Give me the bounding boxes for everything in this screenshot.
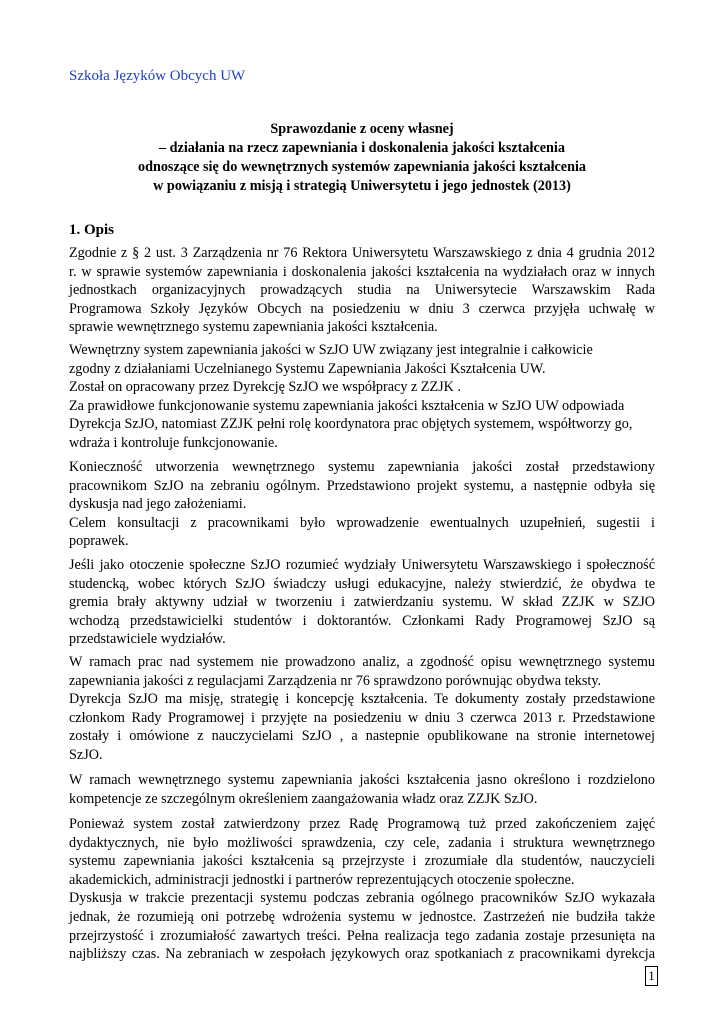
title-line: w powiązaniu z misją i strategią Uniwersytetu i jego jednostek (2013) xyxy=(153,178,571,194)
text-line: zgodny z działaniami Uczelnianego Systemu Zapewniania Jakości Kształcenia UW. xyxy=(69,360,546,377)
text-line: sprawie wewnętrznego systemu zapewniania jakości kształcenia. xyxy=(69,319,438,336)
text-line: najbliższy czas. Na zebraniach w zespołach językowych oraz spotkaniach z pracownikami dyrekcja xyxy=(69,946,655,963)
text-line: Został on opracowany przez Dyrekcję SzJO we współpracy z ZZJK . xyxy=(69,379,461,396)
text-line: studencką, wobec których SzJO świadczy usługi edukacyjne, należy stwierdzić, że obydwa te xyxy=(69,575,655,592)
text-line: wdraża i kontroluje funkcjonowanie. xyxy=(69,434,278,451)
text-line: dyskusja nad jego założeniami. xyxy=(69,496,247,513)
text-line: poprawek. xyxy=(69,533,129,550)
text-line: Dyrekcja SzJO, natomiast ZZJK pełni rolę koordynatora prac objętych systemem, współtworzy go, xyxy=(69,416,633,433)
title-line: Sprawozdanie z oceny własnej xyxy=(270,121,454,137)
text-line: kompetencje ze szczególnym określeniem zaangażowania władz oraz ZZJK SzJO. xyxy=(69,790,538,807)
text-line: systemu zapewniania jakości kształcenia są przejrzyste i zrozumiałe dla studentów, nauczycieli xyxy=(69,853,655,870)
paragraph-5 xyxy=(69,653,655,765)
section-heading: 1. Opis xyxy=(69,222,115,238)
text-line: jednak, że rozumieją oni potrzebę wdrożenia systemu w jednostce. Zastrzeżeń nie budziła także xyxy=(69,908,655,925)
text-line: Celem konsultacji z pracownikami było wprowadzenie ewentualnych uzupełnień, sugestii i xyxy=(69,514,655,531)
title-line: – działania na rzecz zapewniania i doskonalenia jakości kształcenia xyxy=(159,140,565,156)
text-line: Dyskusja w trakcie prezentacji systemu podczas zebrania ogólnego pracowników SzJO wykazała xyxy=(69,890,655,907)
paragraph-6 xyxy=(69,771,655,808)
paragraph-1 xyxy=(69,244,655,337)
text-line: Programowa Szkoły Języków Obcych na posiedzeniu w dniu 3 czerwca przyjęła uchwałę w xyxy=(69,300,655,317)
text-line: W ramach wewnętrznego systemu zapewniania jakości kształcenia jasno określono i rozdzielono xyxy=(69,772,655,788)
report-title xyxy=(60,120,664,196)
text-line: członkom Rady Programowej i przyjęte na posiedzeniu w dniu 3 czerwca 2013 r. Przedstawione xyxy=(69,709,655,726)
text-line: jednostkach organizacyjnych prowadzących studia na Uniwersytecie Warszawskim Rada xyxy=(69,282,655,299)
text-line: akademickich, administracji jednostki i partnerów reprezentujących otoczenie społeczne. xyxy=(69,871,575,888)
text-line: Jeśli jako otoczenie społeczne SzJO rozumieć wydziały Uniwersytetu Warszawskiego i społeczność xyxy=(69,557,655,573)
text-line: wchodzą przedstawicielki studentów i doktorantów. Członkami Rady Programowej SzJO są xyxy=(69,612,655,629)
text-line: SzJO. xyxy=(69,746,103,763)
text-line: Konieczność utworzenia wewnętrznego systemu zapewniania jakości został przedstawiony xyxy=(69,459,655,475)
text-line: gremia brały aktywny udział w tworzeniu i zatwierdzaniu systemu. W skład ZZJK w SZJO xyxy=(69,594,655,611)
text-line: Zgodnie z § 2 ust. 3 Zarządzenia nr 76 Rektora Uniwersytetu Warszawskiego z dnia 4 grudnia 2012 xyxy=(69,245,655,261)
header-organization-name: Szkoła Języków Obcych UW xyxy=(69,68,246,84)
text-line: przedstawiciele wydziałów. xyxy=(69,631,226,648)
paragraph-7 xyxy=(69,815,655,964)
text-line: r. w sprawie systemów zapewniania i doskonalenia jakości kształcenia na wydziałach oraz w innych xyxy=(69,263,655,280)
text-line: dydaktycznych, nie było możliwości sprawdzenia, czy cele, zadania i struktura wewnętrznego xyxy=(69,834,655,851)
text-line: Ponieważ system został zatwierdzony przez Radę Programową tuż przed zakończeniem zajęć xyxy=(69,816,655,832)
text-line: zapewniania jakości z regulacjami Zarządzenia nr 76 sprawdzono porównując obydwa teksty. xyxy=(69,672,602,689)
page-number: 1 xyxy=(645,966,658,986)
text-line: pracownikom SzJO na zebraniu ogólnym. Przedstawiono projekt systemu, a następnie odbyła się xyxy=(69,477,655,494)
paragraph-3 xyxy=(69,458,655,551)
text-line: Wewnętrzny system zapewniania jakości w SzJO UW związany jest integralnie i całkowicie xyxy=(69,342,593,358)
text-line: przejrzystość i zrozumiałość zawartych treści. Pełna realizacja tego zadania zostaje przesunięta na xyxy=(69,927,655,944)
paragraph-4 xyxy=(69,556,655,649)
text-line: W ramach prac nad systemem nie prowadzono analiz, a zgodność opisu wewnętrznego systemu xyxy=(69,654,655,670)
text-line: zostały i omówione z nauczycielami SzJO , a nastepnie opublikowane na stronie internetowej xyxy=(69,728,655,745)
paragraph-2 xyxy=(69,341,655,453)
title-line: odnoszące się do wewnętrznych systemów zapewniania jakości kształcenia xyxy=(137,159,587,175)
text-line: Za prawidłowe funkcjonowanie systemu zapewniania jakości kształcenia w SzJO UW odpowiada xyxy=(69,397,625,414)
text-line: Dyrekcja SzJO ma misję, strategię i koncepcję kształcenia. Te dokumenty zostały przedstawione xyxy=(69,691,655,708)
